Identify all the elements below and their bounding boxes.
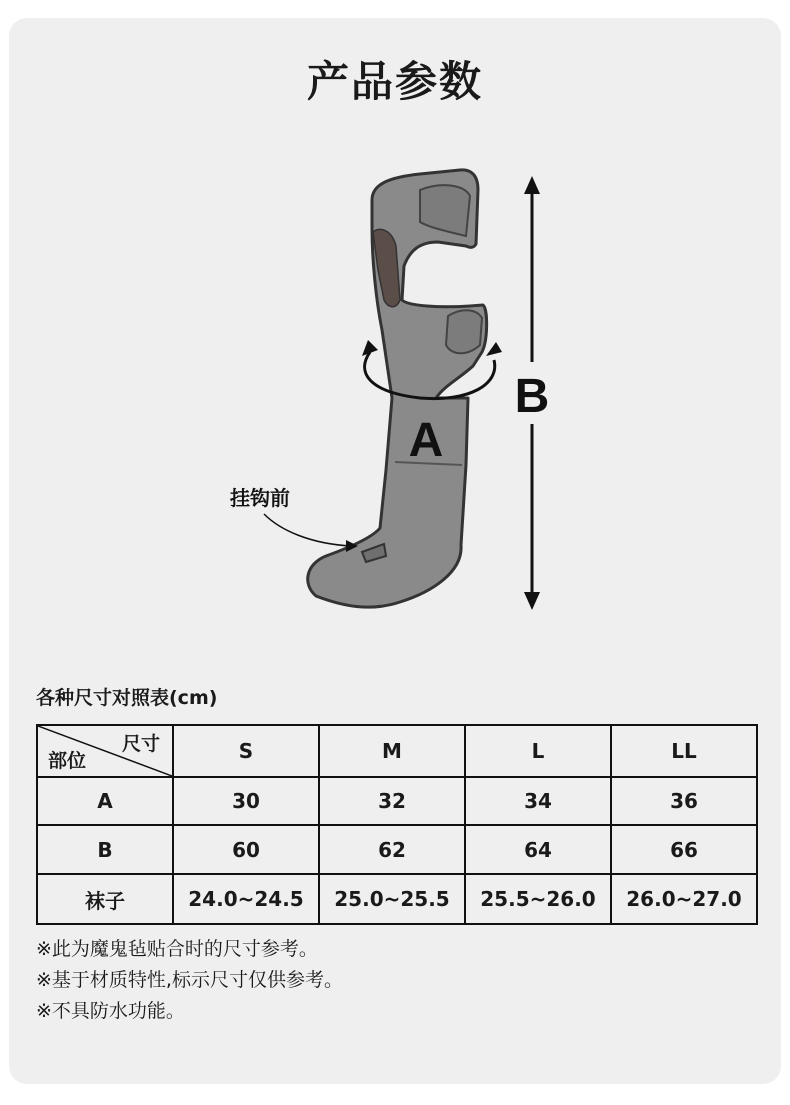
table-cell: 26.0~27.0 — [611, 874, 757, 924]
size-chart-title: 各种尺寸对照表(cm) — [36, 687, 218, 709]
height-arrowhead-bottom — [524, 592, 540, 610]
note-item: ※基于材质特性,标示尺寸仅供参考。 — [36, 969, 343, 991]
corner-label-part: 部位 — [48, 750, 87, 772]
note-item: ※此为魔鬼毡贴合时的尺寸参考。 — [36, 938, 318, 960]
height-arrowhead-top — [524, 176, 540, 194]
hook-pointer-line — [264, 514, 352, 546]
table-row — [37, 874, 757, 924]
table-cell: 32 — [319, 777, 465, 825]
table-cell: 36 — [611, 777, 757, 825]
table-cell: 34 — [465, 777, 611, 825]
table-cell: 25.0~25.5 — [319, 874, 465, 924]
hook-label: 挂钩前 — [230, 486, 290, 510]
table-cell: 62 — [319, 825, 465, 874]
size-chart-table — [36, 724, 758, 925]
row-label: 袜子 — [37, 874, 173, 924]
page-title: 产品参数 — [306, 57, 483, 106]
header-size-m: M — [319, 725, 465, 777]
header-size-s: S — [173, 725, 319, 777]
label-b: B — [514, 370, 550, 423]
table-cell: 25.5~26.0 — [465, 874, 611, 924]
table-cell: 30 — [173, 777, 319, 825]
table-cell: 24.0~24.5 — [173, 874, 319, 924]
table-cell: 60 — [173, 825, 319, 874]
table-cell: 64 — [465, 825, 611, 874]
table-row — [37, 825, 757, 874]
row-label: A — [37, 777, 173, 825]
note-item: ※不具防水功能。 — [36, 1000, 185, 1022]
table-cell: 66 — [611, 825, 757, 874]
header-size-ll: LL — [611, 725, 757, 777]
notes-list — [36, 934, 343, 1027]
calf-cutout — [446, 310, 482, 353]
circumference-arrowhead-right — [486, 342, 502, 356]
table-row — [37, 777, 757, 825]
row-label: B — [37, 825, 173, 874]
corner-cell — [37, 725, 173, 777]
label-a: A — [408, 414, 444, 467]
table-header-row — [37, 725, 757, 777]
header-size-l: L — [465, 725, 611, 777]
corner-label-size: 尺寸 — [121, 733, 160, 755]
